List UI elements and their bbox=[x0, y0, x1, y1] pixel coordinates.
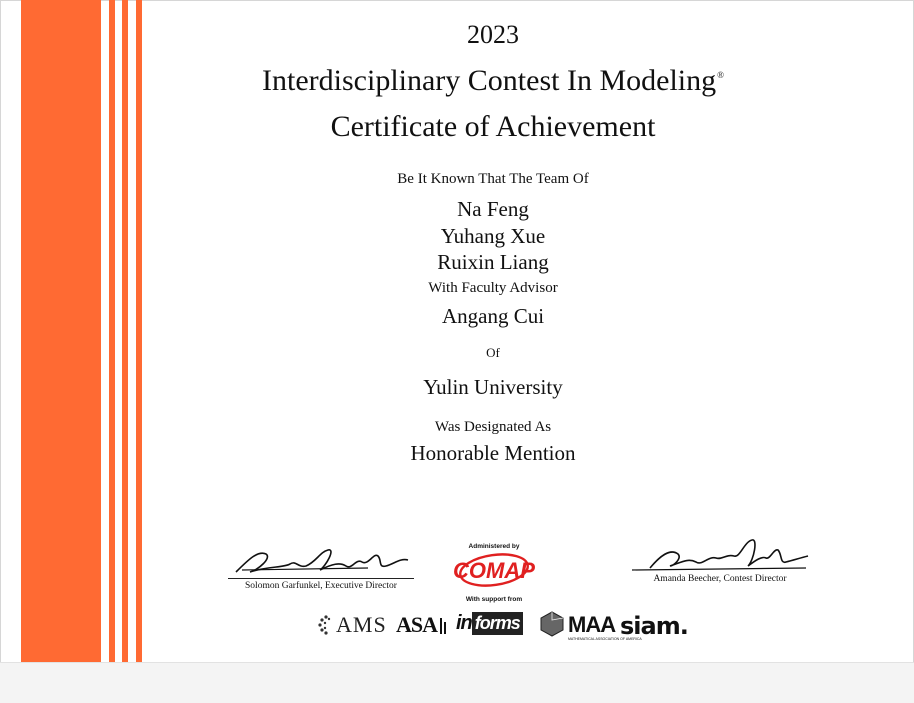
orange-stripe-1 bbox=[109, 0, 115, 664]
ams-logo bbox=[320, 612, 387, 638]
orange-stripe-2 bbox=[122, 0, 128, 664]
of-label: Of bbox=[486, 345, 500, 360]
certificate-year: 2023 bbox=[467, 20, 519, 49]
administered-by-label: Administered by bbox=[468, 543, 520, 550]
contest-director-signature bbox=[630, 536, 810, 574]
informs-text-in: in bbox=[456, 612, 472, 634]
executive-director-signature bbox=[228, 542, 414, 578]
asa-text: ASA bbox=[396, 612, 436, 637]
intro-line: Be It Known That The Team Of bbox=[397, 171, 589, 187]
informs-text-box: forms bbox=[472, 612, 523, 635]
comap-logo bbox=[452, 550, 536, 590]
orange-stripe-3 bbox=[136, 0, 142, 664]
advisor-name: Angang Cui bbox=[441, 304, 545, 328]
siam-logo: siam. bbox=[620, 612, 688, 640]
informs-logo bbox=[456, 612, 523, 639]
designation-label: Was Designated As bbox=[434, 419, 552, 435]
institution-name: Yulin University bbox=[423, 375, 563, 399]
maa-subtitle: MATHEMATICAL ASSOCIATION OF AMERICA bbox=[568, 637, 642, 641]
team-member-3: Ruixin Liang bbox=[437, 250, 549, 274]
comap-block bbox=[452, 543, 536, 603]
maa-logo bbox=[538, 610, 642, 643]
ams-text: AMS bbox=[336, 612, 387, 637]
executive-director-signature-block bbox=[228, 542, 414, 591]
award-designation: Honorable Mention bbox=[410, 441, 576, 465]
contest-name-text: Interdisciplinary Contest In Modeling bbox=[262, 64, 717, 97]
comap-logo-text: COMAP bbox=[453, 558, 535, 583]
contest-director-caption: Amanda Beecher, Contest Director bbox=[653, 574, 787, 584]
ams-dots-icon bbox=[318, 614, 334, 636]
team-member-2: Yuhang Xue bbox=[440, 224, 546, 248]
asa-bars-icon bbox=[440, 614, 448, 634]
maa-icosahedron-icon bbox=[538, 610, 566, 638]
signature-line-left bbox=[228, 578, 414, 579]
bottom-band bbox=[0, 662, 914, 703]
sponsor-logos bbox=[318, 608, 698, 644]
advisor-label: With Faculty Advisor bbox=[428, 280, 558, 296]
contest-name bbox=[180, 64, 806, 98]
registered-mark: ® bbox=[717, 70, 724, 80]
asa-logo bbox=[396, 612, 448, 638]
team-member-1: Na Feng bbox=[457, 197, 529, 221]
with-support-label: With support from bbox=[465, 596, 523, 603]
executive-director-caption: Solomon Garfunkel, Executive Director bbox=[245, 581, 397, 591]
maa-text: MAA bbox=[568, 612, 616, 637]
certificate-title: Certificate of Achievement bbox=[330, 110, 656, 143]
orange-band bbox=[21, 0, 101, 664]
contest-director-signature-block bbox=[630, 536, 810, 584]
